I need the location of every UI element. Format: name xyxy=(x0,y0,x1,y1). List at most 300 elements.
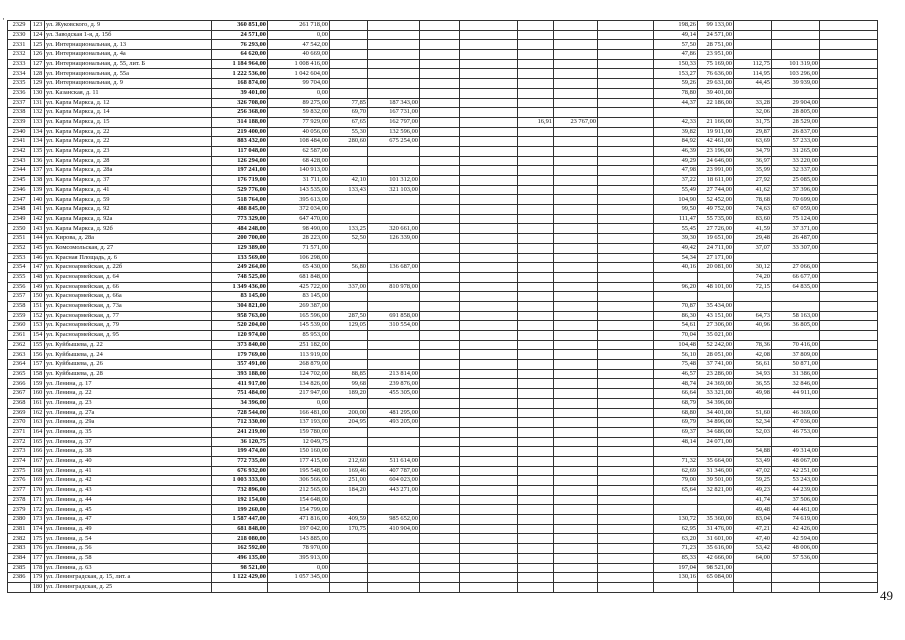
table-cell-empty xyxy=(420,311,460,321)
table-cell-n: 2336 xyxy=(8,88,31,98)
table-cell-c10 xyxy=(772,88,820,98)
table-cell-c7: 68,79 xyxy=(654,398,698,408)
table-cell-i: 124 xyxy=(31,30,45,40)
table-cell-c5 xyxy=(518,573,554,583)
table-cell-c9: 36,55 xyxy=(734,379,772,389)
table-cell-c7: 57,50 xyxy=(654,40,698,50)
table-cell-a: ул. Карла Маркса, д. 12 xyxy=(45,98,212,108)
table-cell-empty xyxy=(598,456,654,466)
table-cell-c8: 32 821,00 xyxy=(698,486,734,496)
table-cell-n: 2334 xyxy=(8,69,31,79)
table-cell-c1: 218 080,00 xyxy=(212,534,268,544)
table-row xyxy=(8,389,878,399)
table-cell-empty xyxy=(460,224,518,234)
table-cell-empty xyxy=(598,137,654,147)
table-cell-c3 xyxy=(330,214,368,224)
table-cell-empty xyxy=(460,331,518,341)
table-cell-n: 2367 xyxy=(8,389,31,399)
table-cell-n: 2372 xyxy=(8,437,31,447)
table-row xyxy=(8,437,878,447)
table-cell-c8: 29 631,00 xyxy=(698,79,734,89)
table-cell-c10 xyxy=(772,40,820,50)
table-cell-a: ул. Ленина, д. 40 xyxy=(45,456,212,466)
table-cell-empty xyxy=(820,505,878,515)
table-cell-c1: 751 484,00 xyxy=(212,389,268,399)
table-cell-c3: 212,60 xyxy=(330,456,368,466)
table-cell-i: 158 xyxy=(31,369,45,379)
table-cell-i: 128 xyxy=(31,69,45,79)
table-cell-c4 xyxy=(368,553,420,563)
table-cell-a: ул. Карла Маркса, д. 92а xyxy=(45,214,212,224)
table-cell-c10: 42 251,00 xyxy=(772,466,820,476)
table-cell-c1: 39 401,00 xyxy=(212,88,268,98)
table-row xyxy=(8,117,878,127)
table-cell-empty xyxy=(598,127,654,137)
table-cell-c3: 184,20 xyxy=(330,486,368,496)
table-cell-c10: 31 265,00 xyxy=(772,146,820,156)
table-cell-empty xyxy=(460,205,518,215)
table-cell-empty xyxy=(460,515,518,525)
table-cell-c6 xyxy=(554,50,598,60)
table-cell-c10: 26 487,00 xyxy=(772,234,820,244)
table-cell-empty xyxy=(420,253,460,263)
table-cell-a: ул. Ленина, д. 17 xyxy=(45,379,212,389)
table-cell-empty xyxy=(420,59,460,69)
table-cell-c10: 57 536,00 xyxy=(772,553,820,563)
table-cell-n: 2370 xyxy=(8,418,31,428)
table-cell-c2: 268 879,00 xyxy=(268,360,330,370)
table-cell-i: 175 xyxy=(31,534,45,544)
table-cell-c6 xyxy=(554,21,598,31)
table-cell-a: ул. Ленина, д. 49 xyxy=(45,524,212,534)
table-cell-empty xyxy=(460,486,518,496)
table-cell-empty xyxy=(420,127,460,137)
table-cell-a: ул. Жуковского, д. 9 xyxy=(45,21,212,31)
table-cell-c4: 493 205,00 xyxy=(368,418,420,428)
table-cell-empty xyxy=(820,253,878,263)
table-cell-c9: 37,07 xyxy=(734,243,772,253)
table-cell-a: ул. Ленинградская, д. 15, лит. а xyxy=(45,573,212,583)
table-cell-a: ул. Карла Маркса, д. 28а xyxy=(45,166,212,176)
table-cell-n xyxy=(8,582,31,592)
table-cell-c4: 320 661,00 xyxy=(368,224,420,234)
table-cell-c3: 69,70 xyxy=(330,108,368,118)
table-cell-c8: 23 991,00 xyxy=(698,166,734,176)
table-cell-c4 xyxy=(368,582,420,592)
table-cell-c5 xyxy=(518,40,554,50)
table-cell-c3 xyxy=(330,50,368,60)
table-row xyxy=(8,69,878,79)
table-cell-empty xyxy=(598,40,654,50)
table-cell-c6 xyxy=(554,389,598,399)
table-cell-i: 142 xyxy=(31,214,45,224)
table-cell-i: 150 xyxy=(31,292,45,302)
table-cell-empty xyxy=(420,263,460,273)
table-cell-empty xyxy=(460,369,518,379)
table-cell-c7: 55,45 xyxy=(654,224,698,234)
table-cell-empty xyxy=(420,573,460,583)
table-cell-c5 xyxy=(518,88,554,98)
table-cell-empty xyxy=(598,447,654,457)
table-row xyxy=(8,427,878,437)
table-cell-c8: 28 051,00 xyxy=(698,350,734,360)
table-cell-c2: 31 711,00 xyxy=(268,176,330,186)
data-sheet xyxy=(7,20,877,628)
table-cell-c6 xyxy=(554,369,598,379)
table-cell-c10: 75 124,00 xyxy=(772,214,820,224)
table-cell-c4 xyxy=(368,398,420,408)
table-row xyxy=(8,350,878,360)
table-cell-empty xyxy=(420,524,460,534)
table-cell-c8: 39 501,00 xyxy=(698,476,734,486)
table-cell-a: ул. Красноармейская, д. 64 xyxy=(45,272,212,282)
table-cell-empty xyxy=(460,301,518,311)
table-cell-empty xyxy=(598,321,654,331)
table-cell-c4: 985 652,00 xyxy=(368,515,420,525)
table-cell-empty xyxy=(460,544,518,554)
table-row xyxy=(8,272,878,282)
table-cell-c8: 35 360,00 xyxy=(698,515,734,525)
table-cell-c1: 681 848,00 xyxy=(212,524,268,534)
table-cell-c7: 198,26 xyxy=(654,21,698,31)
table-cell-n: 2381 xyxy=(8,524,31,534)
table-cell-c2: 59 832,00 xyxy=(268,108,330,118)
table-cell-i: 166 xyxy=(31,447,45,457)
table-cell-c7: 66,64 xyxy=(654,389,698,399)
table-cell-c6 xyxy=(554,534,598,544)
table-cell-empty xyxy=(598,534,654,544)
table-cell-empty xyxy=(598,282,654,292)
table-cell-empty xyxy=(598,50,654,60)
table-cell-c3: 133,25 xyxy=(330,224,368,234)
table-cell-a: ул. Ленина, д. 47 xyxy=(45,515,212,525)
table-cell-empty xyxy=(820,117,878,127)
table-cell-c9: 34,79 xyxy=(734,146,772,156)
table-cell-empty xyxy=(598,79,654,89)
table-cell-empty xyxy=(820,21,878,31)
table-cell-c10: 29 904,00 xyxy=(772,98,820,108)
table-cell-empty xyxy=(820,573,878,583)
table-cell-c3 xyxy=(330,437,368,447)
table-cell-c2: 1 057 345,00 xyxy=(268,573,330,583)
table-row xyxy=(8,331,878,341)
table-cell-c8: 34 396,00 xyxy=(698,398,734,408)
table-cell-empty xyxy=(820,69,878,79)
table-cell-n: 2345 xyxy=(8,176,31,186)
table-cell-c7: 62,95 xyxy=(654,524,698,534)
table-cell-c4 xyxy=(368,447,420,457)
table-row xyxy=(8,534,878,544)
table-cell-c6 xyxy=(554,156,598,166)
table-cell-i: 145 xyxy=(31,243,45,253)
table-cell-c10 xyxy=(772,30,820,40)
table-cell-c2: 113 919,00 xyxy=(268,350,330,360)
table-cell-empty xyxy=(820,495,878,505)
table-cell-c6 xyxy=(554,98,598,108)
table-cell-empty xyxy=(420,505,460,515)
table-cell-a: ул. Карла Маркса, д. 37 xyxy=(45,176,212,186)
table-cell-c7: 71,23 xyxy=(654,544,698,554)
table-cell-c7: 104,90 xyxy=(654,195,698,205)
table-cell-c2: 65 430,00 xyxy=(268,263,330,273)
table-cell-c5 xyxy=(518,137,554,147)
table-cell-i: 155 xyxy=(31,340,45,350)
table-cell-c9: 56,61 xyxy=(734,360,772,370)
table-cell-empty xyxy=(460,379,518,389)
table-cell-empty xyxy=(598,369,654,379)
table-cell-empty xyxy=(420,185,460,195)
table-cell-c9: 27,92 xyxy=(734,176,772,186)
table-row xyxy=(8,311,878,321)
table-cell-n: 2365 xyxy=(8,369,31,379)
table-cell-empty xyxy=(420,389,460,399)
table-cell-c9 xyxy=(734,253,772,263)
table-row xyxy=(8,301,878,311)
table-cell-c5 xyxy=(518,263,554,273)
table-cell-empty xyxy=(598,379,654,389)
table-cell-empty xyxy=(460,98,518,108)
table-cell-c9 xyxy=(734,582,772,592)
table-cell-c9: 83,60 xyxy=(734,214,772,224)
table-cell-c2: 647 470,00 xyxy=(268,214,330,224)
table-cell-a: ул. Карла Маркса, д. 92б xyxy=(45,224,212,234)
table-cell-c4 xyxy=(368,79,420,89)
table-cell-c1: 772 735,00 xyxy=(212,456,268,466)
table-cell-c6 xyxy=(554,379,598,389)
table-cell-c2: 77 929,00 xyxy=(268,117,330,127)
table-cell-empty xyxy=(820,59,878,69)
table-cell-i: 125 xyxy=(31,40,45,50)
table-cell-empty xyxy=(420,108,460,118)
table-cell-i: 161 xyxy=(31,398,45,408)
table-row xyxy=(8,340,878,350)
table-cell-c8: 23 286,00 xyxy=(698,369,734,379)
table-cell-c9 xyxy=(734,331,772,341)
table-cell-a: ул. Ленина, д. 41 xyxy=(45,466,212,476)
table-cell-a: ул. Ленина, д. 23 xyxy=(45,398,212,408)
table-cell-c1: 958 763,00 xyxy=(212,311,268,321)
table-cell-c8: 34 401,00 xyxy=(698,408,734,418)
table-cell-c2: 83 145,00 xyxy=(268,292,330,302)
table-cell-empty xyxy=(820,50,878,60)
table-cell-c10: 49 314,00 xyxy=(772,447,820,457)
table-cell-n: 2382 xyxy=(8,534,31,544)
table-cell-empty xyxy=(598,524,654,534)
table-cell-i: 137 xyxy=(31,166,45,176)
table-cell-c8: 31 476,00 xyxy=(698,524,734,534)
table-row xyxy=(8,195,878,205)
table-cell-i: 154 xyxy=(31,331,45,341)
table-cell-empty xyxy=(598,117,654,127)
table-cell-c3 xyxy=(330,272,368,282)
table-cell-empty xyxy=(820,563,878,573)
table-cell-c1: 199 474,00 xyxy=(212,447,268,457)
table-cell-c9 xyxy=(734,563,772,573)
table-cell-a: ул. Карла Маркса, д. 41 xyxy=(45,185,212,195)
table-cell-c7: 46,39 xyxy=(654,146,698,156)
table-cell-c10: 101 319,00 xyxy=(772,59,820,69)
table-cell-a: ул. Интернациональная, д. 9 xyxy=(45,79,212,89)
table-cell-c7: 56,10 xyxy=(654,350,698,360)
table-cell-c10: 70 699,00 xyxy=(772,195,820,205)
table-cell-c9: 78,36 xyxy=(734,340,772,350)
table-cell-c1: 373 840,00 xyxy=(212,340,268,350)
table-cell-c2: 269 387,00 xyxy=(268,301,330,311)
table-cell-c5 xyxy=(518,389,554,399)
table-cell-i: 131 xyxy=(31,98,45,108)
table-cell-c5 xyxy=(518,447,554,457)
table-cell-c5 xyxy=(518,321,554,331)
table-cell-c9: 41,62 xyxy=(734,185,772,195)
table-cell-n: 2360 xyxy=(8,321,31,331)
table-cell-n: 2344 xyxy=(8,166,31,176)
table-cell-i: 157 xyxy=(31,360,45,370)
table-cell-c8: 33 321,00 xyxy=(698,389,734,399)
table-cell-c5 xyxy=(518,534,554,544)
table-cell-empty xyxy=(820,234,878,244)
table-cell-c7: 71,32 xyxy=(654,456,698,466)
table-row xyxy=(8,466,878,476)
table-cell-empty xyxy=(460,398,518,408)
table-cell-empty xyxy=(598,582,654,592)
table-cell-c2: 681 848,00 xyxy=(268,272,330,282)
table-cell-empty xyxy=(460,69,518,79)
table-cell-c6 xyxy=(554,272,598,282)
table-cell-c2: 395 913,00 xyxy=(268,553,330,563)
table-cell-c2: 372 034,00 xyxy=(268,205,330,215)
table-cell-c2: 197 042,00 xyxy=(268,524,330,534)
table-cell-empty xyxy=(820,214,878,224)
table-cell-c1: 1 122 429,00 xyxy=(212,573,268,583)
table-cell-n: 2351 xyxy=(8,234,31,244)
table-row xyxy=(8,360,878,370)
table-cell-empty xyxy=(820,272,878,282)
table-cell-empty xyxy=(598,563,654,573)
table-cell-c2: 62 587,00 xyxy=(268,146,330,156)
table-cell-c9: 42,08 xyxy=(734,350,772,360)
table-cell-c8: 28 751,00 xyxy=(698,40,734,50)
table-cell-empty xyxy=(460,137,518,147)
table-cell-empty xyxy=(598,515,654,525)
table-cell-c1: 748 525,00 xyxy=(212,272,268,282)
table-cell-c5 xyxy=(518,515,554,525)
table-cell-c5 xyxy=(518,544,554,554)
table-cell-c4 xyxy=(368,292,420,302)
table-row xyxy=(8,495,878,505)
table-cell-c2: 306 566,00 xyxy=(268,476,330,486)
table-cell-c9: 41,74 xyxy=(734,495,772,505)
table-cell-i: 163 xyxy=(31,418,45,428)
table-cell-empty xyxy=(460,166,518,176)
table-row xyxy=(8,146,878,156)
table-row xyxy=(8,185,878,195)
table-cell-c1: 1 349 436,00 xyxy=(212,282,268,292)
table-cell-c7: 99,50 xyxy=(654,205,698,215)
table-cell-empty xyxy=(598,214,654,224)
table-cell-c7: 48,74 xyxy=(654,379,698,389)
table-cell-c4 xyxy=(368,272,420,282)
table-cell-c1: 304 821,00 xyxy=(212,301,268,311)
table-cell-empty xyxy=(460,272,518,282)
table-cell-c3 xyxy=(330,166,368,176)
table-cell-c4 xyxy=(368,30,420,40)
table-cell-c9: 83,04 xyxy=(734,515,772,525)
table-cell-c1: 117 048,00 xyxy=(212,146,268,156)
table-cell-empty xyxy=(820,418,878,428)
table-cell-c9: 44,45 xyxy=(734,79,772,89)
table-cell-c2: 0,00 xyxy=(268,563,330,573)
table-cell-i: 146 xyxy=(31,253,45,263)
table-cell-c3: 133,43 xyxy=(330,185,368,195)
table-cell-n: 2357 xyxy=(8,292,31,302)
table-cell-empty xyxy=(460,146,518,156)
table-row xyxy=(8,30,878,40)
table-cell-empty xyxy=(420,243,460,253)
table-cell-c7: 75,48 xyxy=(654,360,698,370)
table-cell-c9: 41,59 xyxy=(734,224,772,234)
table-cell-empty xyxy=(460,263,518,273)
table-cell-a: ул. Кирова, д. 28а xyxy=(45,234,212,244)
table-cell-a: ул. Красная Площадь, д. 6 xyxy=(45,253,212,263)
table-cell-c1: 98 521,00 xyxy=(212,563,268,573)
table-cell-empty xyxy=(598,98,654,108)
table-cell-c6 xyxy=(554,486,598,496)
table-cell-c6 xyxy=(554,456,598,466)
table-cell-i: 153 xyxy=(31,321,45,331)
table-cell-n: 2374 xyxy=(8,456,31,466)
table-cell-c3 xyxy=(330,59,368,69)
table-row xyxy=(8,418,878,428)
table-cell-empty xyxy=(820,582,878,592)
table-cell-c9: 72,15 xyxy=(734,282,772,292)
table-row xyxy=(8,243,878,253)
table-cell-c8: 65 084,00 xyxy=(698,573,734,583)
table-cell-c8: 42 461,00 xyxy=(698,137,734,147)
table-cell-n: 2378 xyxy=(8,495,31,505)
table-cell-c9 xyxy=(734,573,772,583)
table-cell-empty xyxy=(598,156,654,166)
table-cell-c1: 529 776,00 xyxy=(212,185,268,195)
table-cell-empty xyxy=(598,476,654,486)
table-cell-c10: 25 085,00 xyxy=(772,176,820,186)
table-cell-c5 xyxy=(518,98,554,108)
table-cell-c8: 35 434,00 xyxy=(698,301,734,311)
table-cell-a: ул. Ленина, д. 44 xyxy=(45,495,212,505)
table-cell-c10: 33 220,00 xyxy=(772,156,820,166)
table-cell-n: 2333 xyxy=(8,59,31,69)
table-cell-c1: 496 135,00 xyxy=(212,553,268,563)
table-cell-c8: 31 346,00 xyxy=(698,466,734,476)
table-cell-i: 132 xyxy=(31,108,45,118)
table-cell-c10: 32 337,00 xyxy=(772,166,820,176)
table-cell-c8: 48 101,00 xyxy=(698,282,734,292)
table-cell-c2: 177 415,00 xyxy=(268,456,330,466)
table-row xyxy=(8,127,878,137)
table-cell-c4: 162 797,00 xyxy=(368,117,420,127)
table-cell-i: 178 xyxy=(31,563,45,573)
table-row xyxy=(8,563,878,573)
table-cell-c4: 455 305,00 xyxy=(368,389,420,399)
table-cell-a: ул. Ленина, д. 27а xyxy=(45,408,212,418)
table-cell-c6 xyxy=(554,495,598,505)
table-cell-c3 xyxy=(330,40,368,50)
table-cell-c9 xyxy=(734,50,772,60)
table-cell-c6 xyxy=(554,408,598,418)
table-row xyxy=(8,98,878,108)
table-cell-empty xyxy=(420,166,460,176)
table-cell-n: 2356 xyxy=(8,282,31,292)
table-cell-n: 2380 xyxy=(8,515,31,525)
